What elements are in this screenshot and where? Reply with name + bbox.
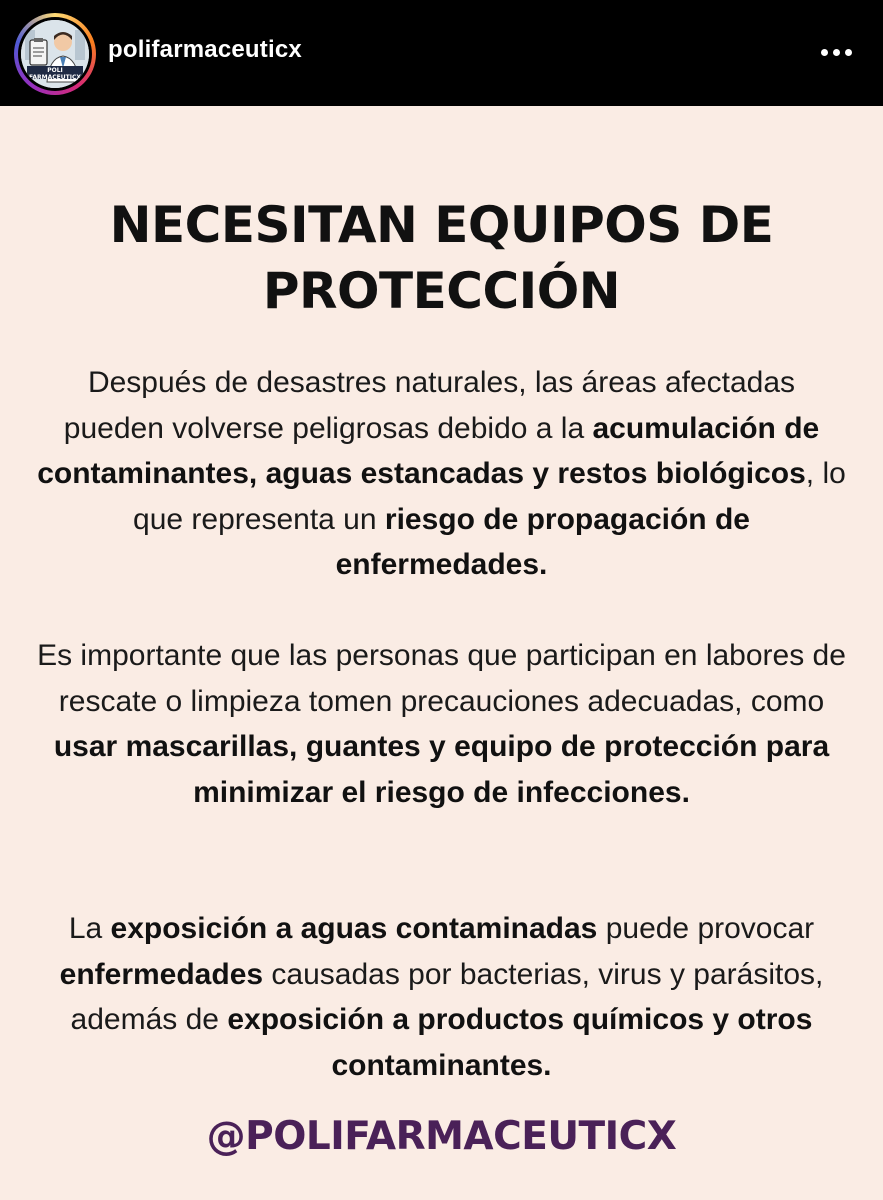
paragraph-1-bold: acumulación de contaminantes, aguas estancadas y restos biológicos (37, 411, 820, 490)
more-horizontal-icon-dot (833, 49, 840, 56)
paragraph-1 (36, 360, 847, 588)
paragraph-3 (36, 906, 847, 1088)
paragraph-3-text: puede provocar (597, 912, 815, 945)
more-horizontal-icon-dot (845, 49, 852, 56)
title-line-2: PROTECCIÓN (262, 262, 621, 320)
paragraph-3-text: La (68, 912, 111, 945)
paragraph-2-text: Es importante que las personas que participan en labores de rescate o limpieza tomen precauciones adecuadas, como (37, 639, 846, 718)
paragraph-3-text: causadas por bacterias, virus y parásitos, además de (70, 957, 824, 1036)
more-options-button[interactable] (812, 38, 862, 68)
paragraph-1-text: , lo que representa un (133, 457, 846, 536)
paragraph-2-bold: usar mascarillas, guantes y equipo de protección para minimizar el riesgo de infecciones. (53, 730, 830, 809)
paragraph-2 (36, 633, 847, 815)
story-ring[interactable] (14, 13, 96, 95)
paragraph-3-bold: exposición a productos químicos y otros contaminantes. (227, 1003, 813, 1082)
paragraph-1-text: Después de desastres naturales, las áreas afectadas pueden volverse peligrosas debido a la (63, 366, 796, 445)
avatar-label: POLI FARMACEUTICX (28, 67, 82, 81)
username[interactable]: polifarmaceuticx (108, 36, 302, 63)
avatar-icon (21, 20, 89, 88)
account-handle: @POLIFARMACEUTICX (206, 1114, 677, 1159)
paragraph-3-bold: enfermedades (59, 957, 264, 991)
more-horizontal-icon (821, 49, 828, 56)
paragraph-3-bold: exposición a aguas contaminadas (110, 912, 598, 945)
paragraph-1-bold: riesgo de propagación de enfermedades. (335, 502, 750, 581)
avatar[interactable] (18, 17, 92, 91)
post-image[interactable] (0, 106, 883, 1200)
post-title (40, 192, 843, 324)
post-header (0, 0, 883, 106)
title-line-1: NECESITAN EQUIPOS DE (109, 196, 774, 254)
